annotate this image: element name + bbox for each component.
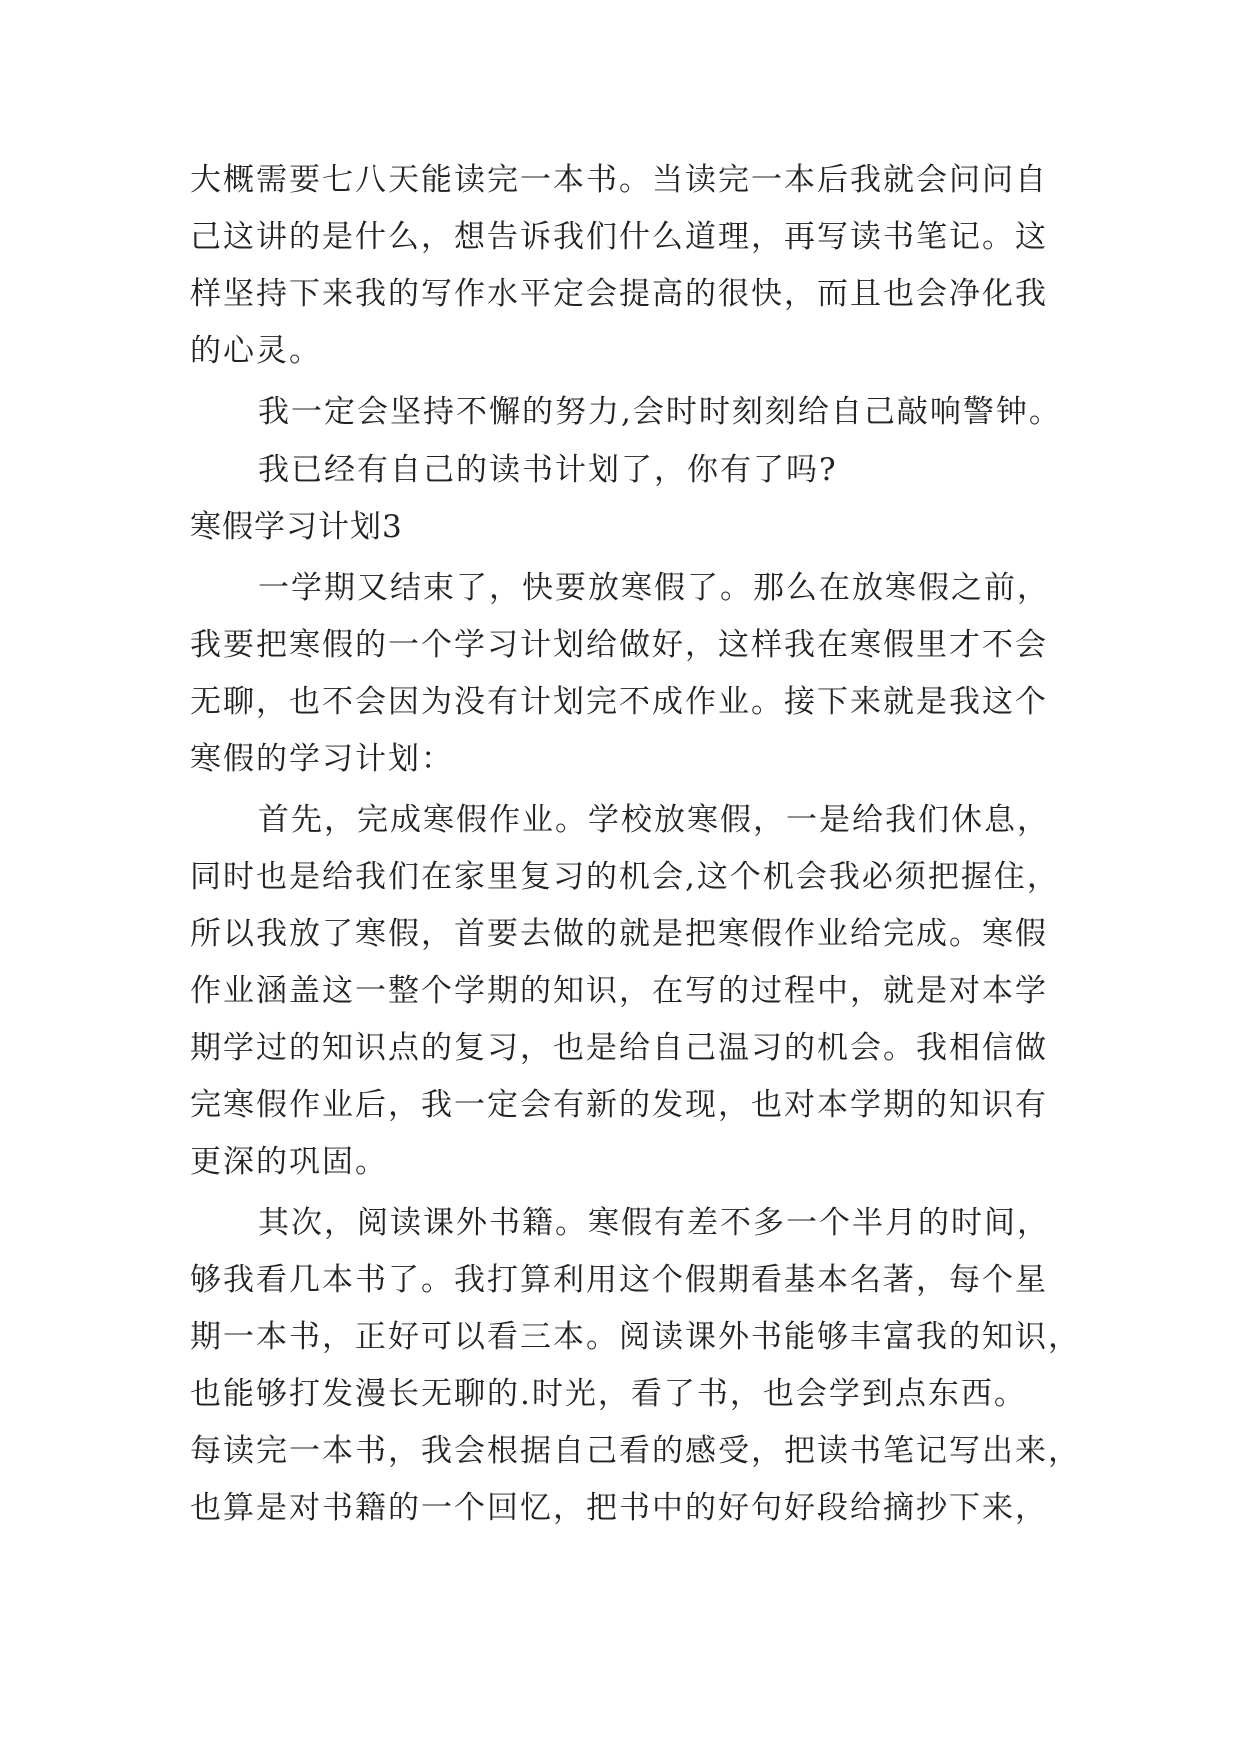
text-line: 也算是对书籍的一个回忆，把书中的好句好段给摘抄下来， [190,1490,1048,1526]
paragraph-line: 一学期又结束了，快要放寒假了。那么在放寒假之前， [258,570,1050,606]
text-line: 己这讲的是什么，想告诉我们什么道理，再写读书笔记。这 [190,219,1048,255]
text-line: 大概需要七八天能读完一本书。当读完一本后我就会问问自 [190,162,1048,198]
text-line: 同时也是给我们在家里复习的机会,这个机会我必须把握住， [190,859,1060,895]
text-line: 完寒假作业后，我一定会有新的发现，也对本学期的知识有 [190,1087,1048,1123]
paragraph-line: 我已经有自己的读书计划了，你有了吗? [258,452,838,488]
text-line: 样坚持下来我的写作水平定会提高的很快，而且也会净化我 [190,276,1048,312]
text-line: 期一本书，正好可以看三本。阅读课外书能够丰富我的知识， [190,1319,1081,1355]
text-line: 每读完一本书，我会根据自己看的感受，把读书笔记写出来， [190,1433,1081,1469]
paragraph-line: 其次，阅读课外书籍。寒假有差不多一个半月的时间， [258,1205,1050,1241]
text-line: 更深的巩固。 [190,1144,388,1180]
text-line: 我要把寒假的一个学习计划给做好，这样我在寒假里才不会 [190,627,1048,663]
text-line: 够我看几本书了。我打算利用这个假期看基本名著，每个星 [190,1262,1048,1298]
text-line: 寒假的学习计划： [190,741,454,777]
text-line: 所以我放了寒假，首要去做的就是把寒假作业给完成。寒假 [190,916,1048,952]
text-line: 无聊，也不会因为没有计划完不成作业。接下来就是我这个 [190,684,1048,720]
section-heading: 寒假学习计划3 [190,509,403,545]
text-line: 也能够打发漫长无聊的.时光，看了书，也会学到点东西。 [190,1376,1027,1412]
text-line: 期学过的知识点的复习，也是给自己温习的机会。我相信做 [190,1030,1048,1066]
text-line: 作业涵盖这一整个学期的知识，在写的过程中，就是对本学 [190,973,1048,1009]
paragraph-line: 我一定会坚持不懈的努力,会时时刻刻给自己敲响警钟。 [258,394,1062,430]
text-line: 的心灵。 [190,333,322,369]
paragraph-line: 首先，完成寒假作业。学校放寒假，一是给我们休息， [258,802,1050,838]
